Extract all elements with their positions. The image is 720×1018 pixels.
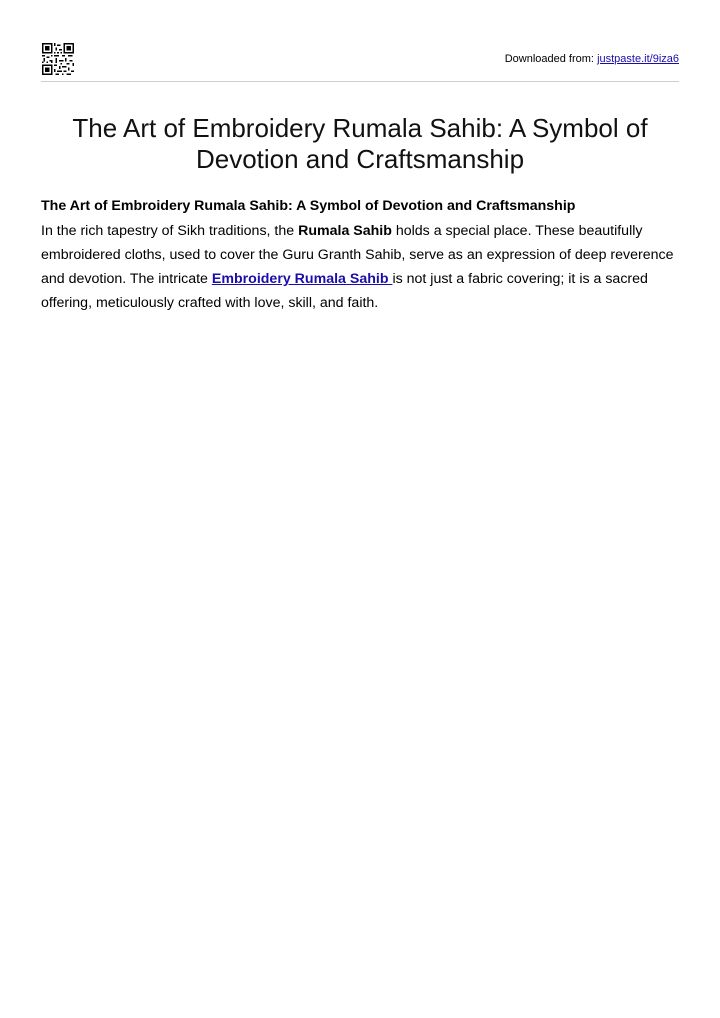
paragraph-text-2: holds a special place. These beautifully embroidered cloths, used to cover the Guru Granth Sahib, serve as an expression of deep reverence and devotion. The intricate [41, 223, 674, 287]
paragraph-text-3: is not just a fabric covering; it is a sacred offering, meticulously crafted with love, skill, and faith. [41, 271, 648, 311]
embroidery-rumala-sahib-link[interactable]: Embroidery Rumala Sahib [211, 271, 393, 287]
title-line-2: Devotion and Craftsmanship [195, 144, 525, 174]
source-link[interactable]: justpaste.it/9iza6 [597, 53, 679, 65]
title-line-1: The Art of Embroidery Rumala Sahib: A Symbol of [72, 113, 648, 143]
header-divider [41, 81, 679, 82]
downloaded-label: Downloaded from: [504, 53, 594, 65]
paragraph-text-1: In the rich tapestry of Sikh traditions, the [41, 223, 299, 239]
page-title [41, 113, 679, 175]
article-subheading: The Art of Embroidery Rumala Sahib: A Symbol of Devotion and Craftsmanship [41, 198, 576, 214]
article-body [41, 196, 681, 315]
article-paragraph [41, 219, 681, 315]
qr-code-icon [42, 43, 74, 75]
bold-term-rumala-sahib: Rumala Sahib [298, 223, 392, 239]
download-source [505, 52, 679, 66]
